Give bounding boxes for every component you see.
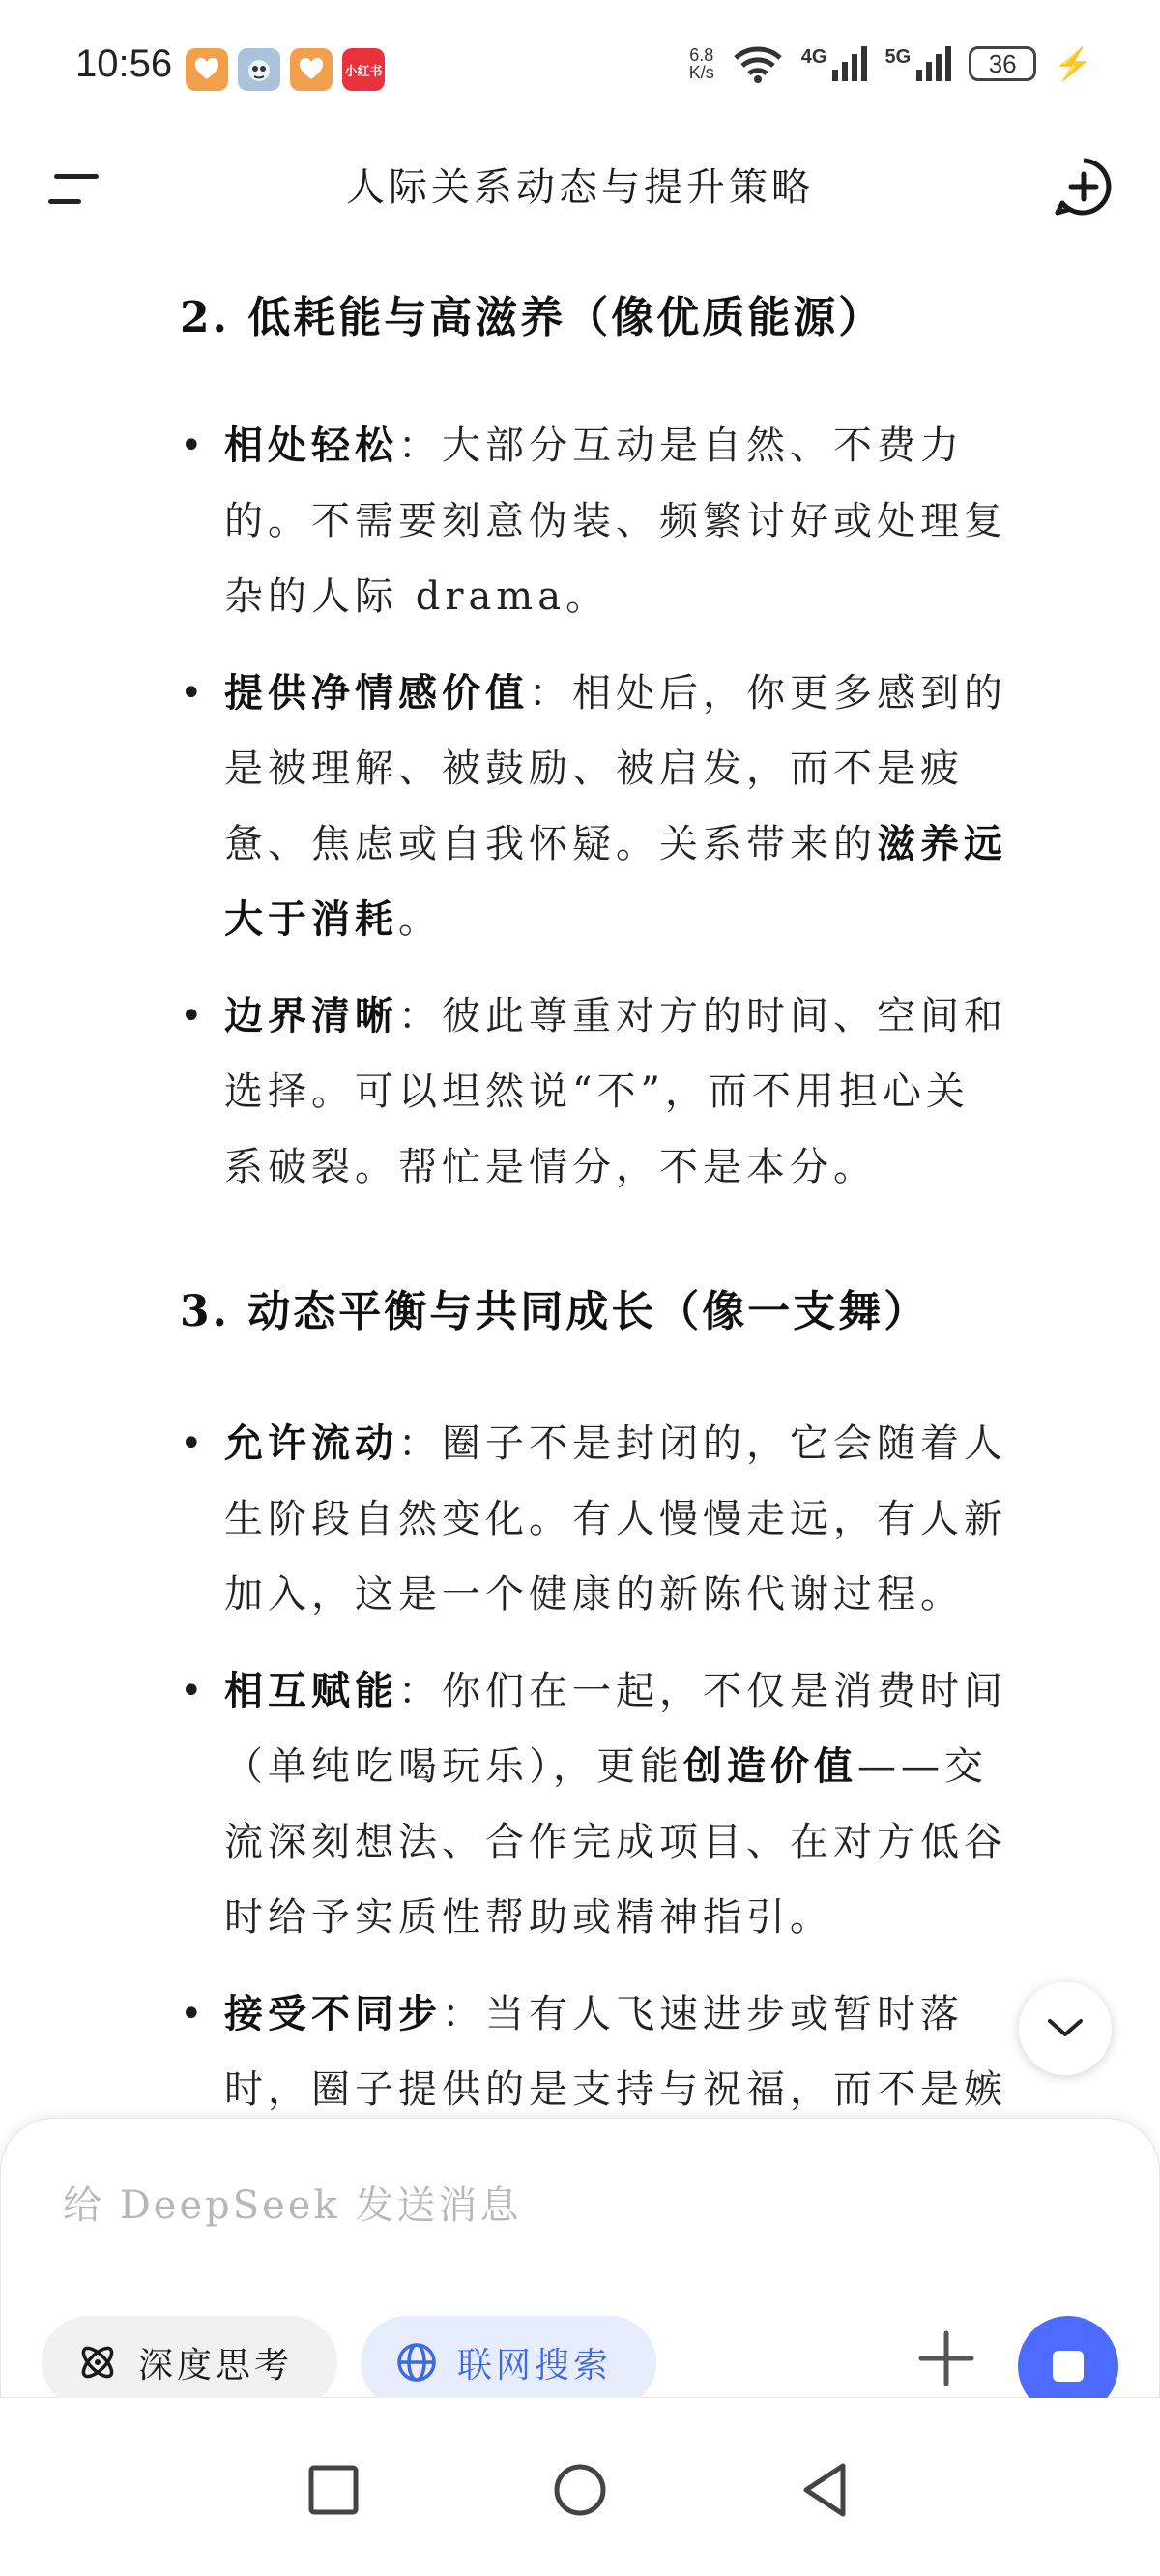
text-segment: 惫、焦虑或自我怀疑。关系带来的 (224, 822, 877, 866)
text-line (224, 1654, 1108, 1729)
bold-text: 允许流动 (224, 1420, 398, 1466)
text-segment: ：相处后，你更多感到的 (529, 671, 1007, 716)
list-item (180, 408, 1108, 634)
text-line (224, 979, 1108, 1054)
message-input[interactable]: 给 DeepSeek 发送消息 (63, 2183, 522, 2228)
bold-text: 滋养远 (877, 821, 1007, 866)
charging-icon: ⚡ (1054, 46, 1092, 81)
list-item (180, 979, 1108, 1205)
bold-text: 相互赋能 (224, 1668, 398, 1713)
text-line (224, 1880, 1108, 1955)
xiaohongshu-app-icon: 小红书 (342, 48, 385, 91)
cellular-signal-1: 4G (801, 46, 868, 81)
chevron-down-icon (1046, 2017, 1085, 2040)
text-line (224, 806, 1108, 882)
bold-text: 接受不同步 (224, 1991, 442, 2036)
heart-app-icon (186, 48, 228, 91)
scroll-down-button[interactable] (1019, 1982, 1112, 2075)
system-indicators (689, 44, 1092, 83)
globe-icon (395, 2341, 438, 2384)
text-segment: ：大部分互动是自然、不费力 (398, 424, 964, 468)
text-line (224, 2052, 1108, 2118)
text-segment: 时，圈子提供的是支持与祝福，而不是嫉 (224, 2067, 1007, 2112)
cellular-signal-2: 5G (884, 46, 951, 81)
text-line (224, 1481, 1108, 1557)
text-line (224, 1557, 1108, 1632)
bold-text: 大于消耗 (224, 896, 398, 942)
text-line (224, 1129, 1108, 1205)
text-segment: 是被理解、被鼓励、被启发，而不是疲 (224, 746, 964, 791)
bullet-dot: • (180, 424, 203, 468)
text-segment: 杂的人际 drama。 (224, 574, 610, 619)
bullet-dot: • (180, 1992, 203, 2036)
heart-app-icon-2 (290, 48, 333, 91)
stop-icon (1053, 2351, 1084, 2382)
text-segment: 加入，这是一个健康的新陈代谢过程。 (224, 1572, 964, 1617)
bullet-dot: • (180, 994, 203, 1039)
text-segment: 的。不需要刻意伪装、频繁讨好或处理复 (224, 499, 1007, 543)
circle-icon[interactable] (546, 2456, 614, 2524)
text-line (224, 483, 1108, 559)
web-search-label: 联网搜索 (457, 2345, 613, 2386)
status-time: 10:56 (75, 43, 173, 85)
text-segment: ——交 (857, 1744, 988, 1789)
text-line (224, 1804, 1108, 1880)
chat-title: 人际关系动态与提升策略 (346, 165, 814, 210)
text-line (224, 1976, 1108, 2052)
triangle-back-icon[interactable] (793, 2456, 860, 2524)
list-item (180, 1976, 1108, 2118)
text-line (224, 1406, 1108, 1481)
text-segment: （单纯吃喝玩乐），更能 (224, 1744, 683, 1789)
text-line (224, 408, 1108, 483)
list-item (180, 1654, 1108, 1955)
mascot-app-icon (238, 48, 280, 91)
section-heading: 3. 动态平衡与共同成长（像一支舞） (180, 1287, 930, 1336)
bold-text: 相处轻松 (224, 423, 398, 468)
text-segment: 。 (398, 897, 442, 942)
text-line (224, 559, 1108, 634)
bullet-dot: • (180, 1669, 203, 1713)
text-segment: ：彼此尊重对方的时间、空间和 (398, 994, 1007, 1039)
text-segment: 时给予实质性帮助或精神指引。 (224, 1895, 833, 1940)
message-composer (0, 2118, 1160, 2398)
text-segment: 流深刻想法、合作完成项目、在对方低谷 (224, 1820, 1007, 1864)
web-search-button[interactable] (361, 2316, 656, 2409)
text-line (224, 731, 1108, 806)
text-segment: ：当有人飞速进步或暂时落 (442, 1992, 964, 2036)
list-item (180, 1406, 1108, 1632)
list-item (180, 656, 1108, 957)
text-line (224, 1054, 1108, 1129)
battery-indicator: 36 (969, 46, 1036, 81)
text-segment: 生阶段自然变化。有人慢慢走远，有人新 (224, 1497, 1007, 1541)
wifi-icon (732, 44, 784, 83)
text-segment: ：圈子不是封闭的，它会随着人 (398, 1421, 1007, 1466)
status-bar (0, 0, 1160, 135)
message-content (0, 242, 1160, 2118)
square-icon[interactable] (300, 2456, 367, 2524)
chat-header (0, 135, 1160, 242)
bold-text: 边界清晰 (224, 993, 398, 1039)
new-chat-icon[interactable] (1054, 157, 1114, 217)
plus-icon[interactable] (915, 2327, 977, 2389)
text-line (224, 882, 1108, 957)
bullet-dot: • (180, 671, 203, 716)
text-segment: 系破裂。帮忙是情分，不是本分。 (224, 1145, 877, 1189)
notification-icons (186, 48, 385, 91)
net-speed: 6.8 K/s (688, 45, 714, 82)
deep-think-button[interactable] (42, 2316, 337, 2409)
text-line (224, 656, 1108, 731)
bullet-dot: • (180, 1421, 203, 1466)
section-heading: 2. 低耗能与高滋养（像优质能源） (180, 293, 884, 342)
bold-text: 提供净情感价值 (224, 670, 529, 716)
text-segment: 选择。可以坦然说“不”，而不用担心关 (224, 1069, 970, 1114)
bold-text: 创造价值 (683, 1743, 857, 1789)
text-segment: ：你们在一起，不仅是消费时间 (398, 1669, 1007, 1713)
deep-think-label: 深度思考 (138, 2345, 294, 2386)
atom-icon (76, 2341, 119, 2384)
text-line (224, 1729, 1108, 1804)
system-navigation-bar (0, 2398, 1160, 2576)
